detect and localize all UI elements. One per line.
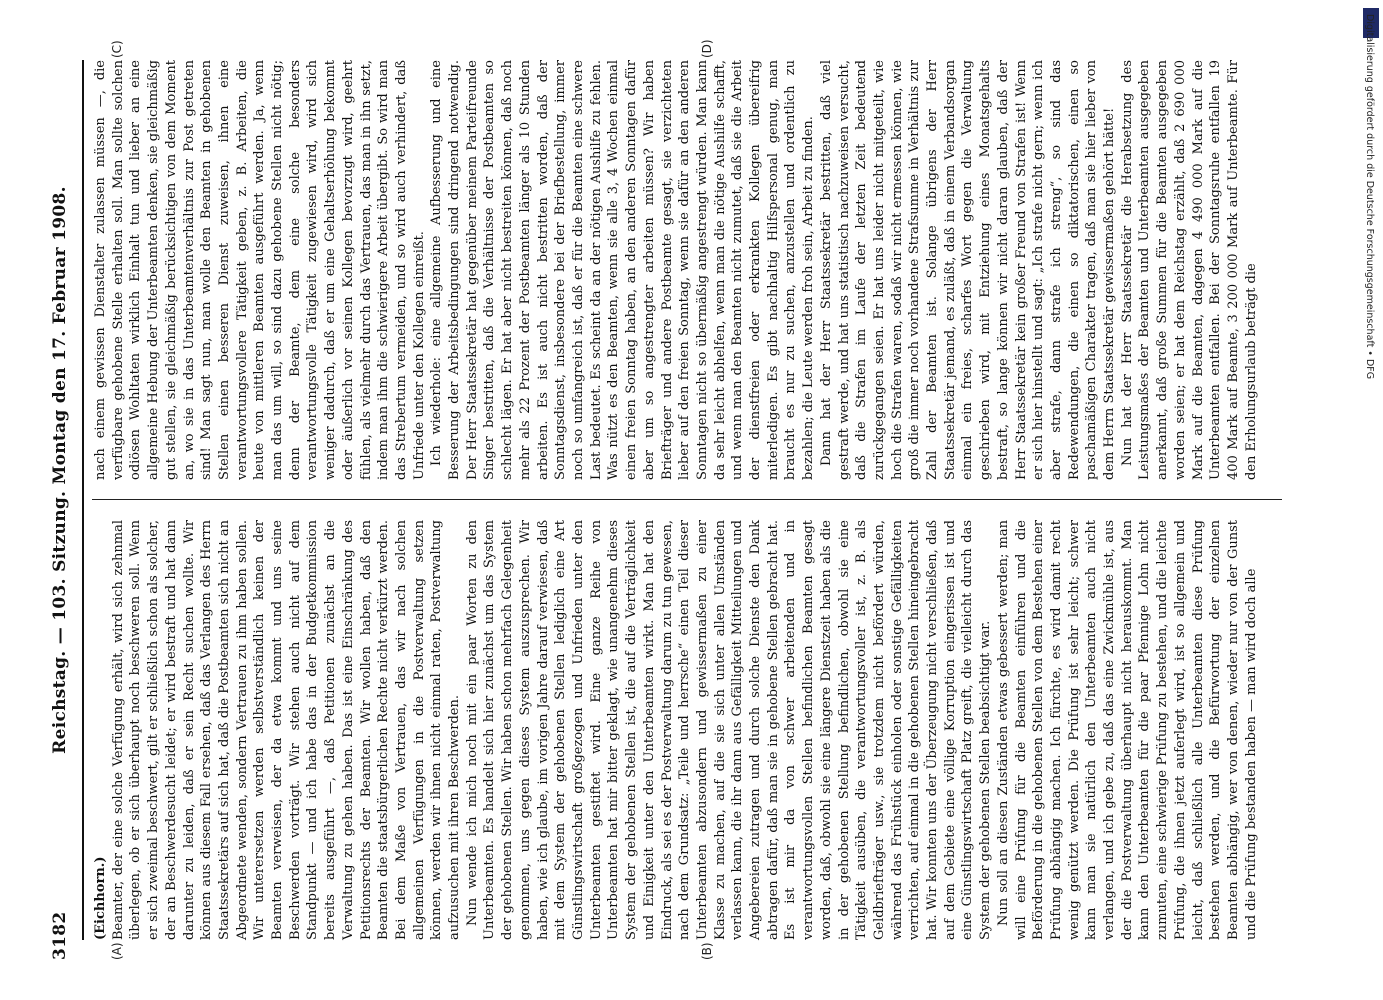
paragraph: Beamter, der eine solche Verfügung erhält, wird sich zehnmal überlegen, ob er sich überhaupt noch beschweren soll. Wenn er sich zweimal beschwert, gilt er schließlich schon als solcher, der an Beschwerdesucht leidet; er wird bestraft und hat dann darunter zu leiden, daß er sein Recht suchen wollte. Wir können aus diesem Fall ersehen, daß das Verlangen des Herrn Staatssekretärs auf sich hat, daß die Postbeamten sich nicht an Abgeordnete wenden, sondern Vertrauen zu ihm haben sollen. Wir unterersetzen werden selbstverständlich keinen der Beamten verweisen, der da etwa kommt und uns seine Beschwerden vorträgt. Wir stehen auch nicht auf dem Standpunkt — und ich habe das in der Budgetkommission bereits ausgeführt —, daß Petitionen zunächst an die Verwaltung zu gehen haben. Das ist eine Einschränkung des Petitionsrechts der Beamten. Wir wollen haben, daß den Beamten die staatsbürgerlichen Rechte nicht verkürzt werden. Bei dem Maße von Vertrauen, das wir nach solchen allgemeinen Verfügungen in die Postverwaltung setzen können, werden wir ihnen nicht einmal raten, Postverwaltung aufzusuchen mit ihren Beschwerden. bbox=[110, 520, 463, 940]
marker-a: (A) bbox=[110, 942, 124, 960]
marker-c: (C) bbox=[110, 40, 124, 58]
column-divider bbox=[92, 499, 1282, 500]
right-column bbox=[92, 60, 1260, 480]
paragraph: Ich wiederhole: eine allgemeine Aufbesserung und eine Besserung der Arbeitsbedingungen sind dringend notwendig. Der Herr Staatssekretär hat gegenüber meinem Parteifreunde Singer bestritten, daß die Verhältnisse der Postbeamten so schlecht lägen. Er hat aber nicht bestreiten können, daß noch mehr als 22 Prozent der Postbeamten länger als 10 Stunden arbeiten. Es ist auch nicht bestritten worden, daß der Sonntagsdienst, insbesondere bei der Briefbestellung, immer noch so umfangreich ist, daß er für die Beamten eine schwere Last bedeutet. Es scheint da an der nötigen Aushilfe zu fehlen. Was nützt es den Beamten, wenn sie alle 3, 4 Wochen einmal einen freien Sonntag haben, an den anderen Sonntagen dafür aber um so angestrengter arbeiten müssen? Wir haben Briefträger und andere Postbeamte gesagt, sie verzichteten lieber auf den freien Sonntag, wenn sie dafür an den anderen Sonntagen nicht so übermäßig angestrengt würden. Man kann da sehr leicht abhelfen, wenn man die nötige Aushilfe schafft, und wenn man den Beamten nicht zumutet, daß sie die Arbeit der dienstfreien oder erkrankten Kollegen übereifrig miterledigen. Es gibt nachhaltig Hilfspersonal genug, man braucht es nur zu suchen, anzustellen und ordentlich zu bezahlen; die Leute werden froh sein, Arbeit zu finden. bbox=[429, 60, 817, 480]
paragraph: Nun hat der Herr Staatssekretär die Herabsetzung des Leistungsmaßes der Beamten und Unterbeamten ausgegeben anerkannt, daß große Summen für die Beamten ausgegeben worden seien; er hat dem Reichstag erzählt, daß 2 690 000 Mark auf die Beamten, dagegen 4 490 000 Mark auf die Unterbeamten entfallen. Bei der Sonntagsruhe entfallen 19 400 Mark auf Beamte, 3 200 000 Mark auf Unterbeamte. Für den Erholungsurlaub beträgt die bbox=[1119, 60, 1259, 480]
digitization-note-text: Digitalisierung gefördert durch die Deutsche Forschungsgemeinschaft • DFG bbox=[1364, 14, 1375, 380]
paragraph: Nun wende ich mich noch mit ein paar Worten zu den Unterbeamten. Es handelt sich hier zunächst um das System der gehobenen Stellen. Wir haben schon mehrfach Gelegenheit genommen, uns gegen dieses System auszusprechen. Wir haben, wie ich glaube, im vorigen Jahre darauf verwiesen, daß mit dem System der gehobenen Stellen lediglich eine Art Günstlingswirtschaft großgezogen und Unfrieden unter den Unterbeamten gestiftet wird. Eine ganze Reihe von Unterbeamten hat mir bitter geklagt, wie unangenehm dieses System der gehobenen Stellen ist, die auf die Verträglichkeit und Einigkeit unter den Unterbeamten wirkt. Man hat den Eindruck, als sei es der Postverwaltung darum zu tun gewesen, nach dem Grundsatz: „Teile und herrsche“ einen Teil dieser Unterbeamten abzusondern und gewissermaßen zu einer Klasse zu machen, auf die sie sich unter allen Umständen verlassen kann, die ihr dann aus Gefälligkeit Mitteilungen und Angebereien zutragen und durch solche Dienste den Dank abtragen dafür, daß man sie in gehobene Stellen gebracht hat. Es ist mir da von schwer arbeitenden und in verantwortungsvollen Stellen befindlichen Beamten gesagt worden, daß, obwohl sie eine längere Dienstzeit haben als die in der gehobenen Stellung befindlichen, obwohl sie eine Tätigkeit ausüben, die verantwortungsvoller ist, z. B. als Geldbriefträger usw., sie trotzdem nicht befördert würden, während das Frühstück einholen oder sonstige Gefälligkeiten verrichten, auf einmal in die gehobenen Stellen hineingebracht hat. Wir konnten uns der Überzeugung nicht verschließen, daß auf dem Gebiete eine völlige Korruption eingerissen ist und eine Günstlingswirtschaft Platz greift, die vielleicht durch das System der gehobenen Stellen beabsichtigt war. bbox=[464, 520, 994, 940]
header-rule bbox=[82, 60, 84, 940]
paragraph: nach einem gewissen Dienstalter zulassen müssen —, die verfügbare gehobene Stelle erhalten soll. Man sollte solchen odiösen Wohltaten wirklich Einhalt tun und lieber an eine allgemeine Hebung der Unterbeamten denken, sie gleichmäßig gut stellen, sie gleichmäßig berücksichtigen von dem Moment an, wo sie in das Unterbeamtenverhältnis zur Post getreten sind! Man sagt nun, man wolle den Beamten in gehobenen Stellen einen besseren Dienst zuweisen, ihnen eine verantwortungsvollere Tätigkeit geben, z. B. Arbeiten, die heute von mittleren Beamten ausgeführt werden. Ja, wenn man das um will, so sind dazu gehobene Stellen nicht nötig; denn der Beamte, dem eine solche besonders verantwortungsvolle Tätigkeit zugewiesen wird, wird sich weniger dadurch, daß er um eine Gehaltserhöhung bekommt oder äußerlich vor seinen Kollegen bevorzugt wird, geehrt fühlen, als vielmehr durch das Vertrauen, das man in ihn setzt, indem man ihm die schwierigere Arbeit übergibt. So wird man das Strebertum vermeiden, und so wird auch verhindert, daß Unfriede unter den Kollegen einreißt. bbox=[93, 60, 427, 480]
paragraph: Nun soll an diesen Zuständen etwas gebessert werden; man will eine Prüfung für die Beamten einführen und die Beförderung in die gehobenen Stellen von dem Bestehen einer Prüfung abhängig machen. Ich fürchte, es wird damit recht wenig genützt werden. Die Prüfung ist sehr leicht; schwer kann man sie natürlich den Unterbeamten auch nicht verlangen, und ich gebe zu, daß das eine Zwickmühle ist, aus der die Postverwaltung überhaupt nicht herauskommt. Man kann den Unterbeamten für die paar Pfennige Lohn nicht zumuten, eine schwierige Prüfung zu bestehen, und die leichte Prüfung, die ihnen jetzt auferlegt wird, ist so allgemein und leicht, daß schließlich alle Unterbeamten diese Prüfung bestehen werden, und die Befürwortung der einzelnen Beamten abhängig, wer von denen, wieder nur von der Gunst und die Prüfung bestanden haben — man wird doch alle bbox=[995, 520, 1259, 940]
speaker-name: (Eichhorn.) bbox=[93, 856, 108, 940]
marker-b: (B) bbox=[700, 942, 714, 960]
page-number: 3182 bbox=[50, 911, 70, 960]
digitization-note bbox=[1363, 10, 1377, 990]
page-title: Reichstag. — 103. Sitzung. Montag den 17. Februar 1908. bbox=[50, 186, 70, 754]
marker-d: (D) bbox=[700, 39, 714, 58]
paragraph: Dann hat der Herr Staatssekretär bestritten, daß viel gestraft werde, und hat uns statistisch nachzuweisen versucht, daß die Strafen im Laufe der letzten Zeit bedeutend zurückgegangen seien. Er hat uns leider nicht mitgeteilt, wie hoch die Strafen waren, sodaß wir nicht ermessen können, wie groß die immer noch vorhandene Strafsumme in Verhältnis zur Zahl der Beamten ist. Solange übrigens der Herr Staatssekretär jemand, es zuläßt, daß in einem Verbandsorgan einmal ein freies, scharfes Wort gegen die Verwaltung geschrieben wird, mit Entziehung eines Monatsgehalts bestraft, so lange können wir nicht daran glauben, daß der Herr Staatssekretär kein großer Freund von Strafen ist! Wenn er sich hier hinstellt und sagt: „Ich strafe nicht gern; wenn ich aber strafe, dann strafe ich streng“, so sind das Redewendungen, die einen so diktatorischen, einen so paschamäßigen Charakter tragen, daß man sie hier lieber von dem Herrn Staatssekretär gewissermaßen gehört hätte! bbox=[818, 60, 1118, 480]
left-column bbox=[92, 520, 1260, 940]
page-header bbox=[50, 60, 78, 960]
